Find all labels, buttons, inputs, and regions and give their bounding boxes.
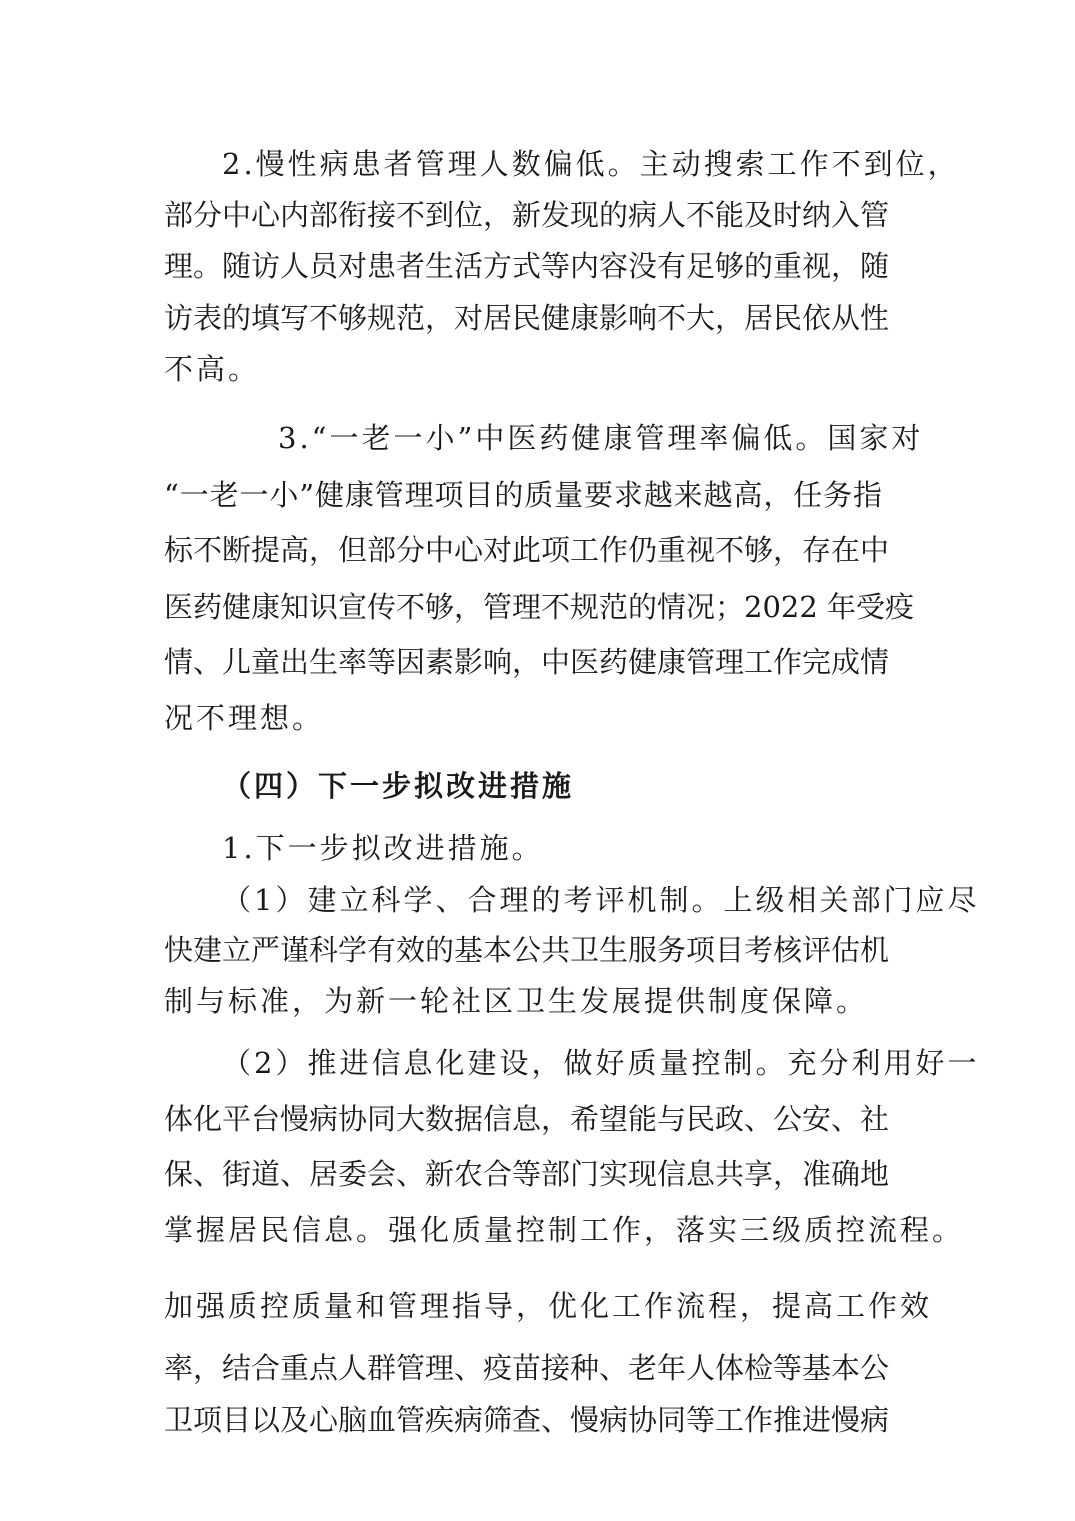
text-line: 理。随访人员对患者生活方式等内容没有足够的重视，随	[164, 249, 890, 283]
text-line: “一老一小”健康管理项目的质量要求越来越高，任务指	[164, 478, 882, 512]
text-line: 1.下一步拟改进措施。	[222, 831, 544, 865]
text-line: 快建立严谨科学有效的基本公共卫生服务项目考核评估机	[164, 933, 890, 967]
text-line: 标不断提高，但部分中心对此项工作仍重视不够，存在中	[164, 533, 890, 567]
text-line: 制与标准，为新一轮社区卫生发展提供制度保障。	[164, 984, 869, 1018]
text-line: 访表的填写不够规范，对居民健康影响不大，居民依从性	[164, 301, 890, 335]
text-line: 不高。	[164, 352, 261, 386]
text-line: 医药健康知识宣传不够，管理不规范的情况；2022 年受疫	[164, 590, 915, 624]
text-line: 部分中心内部衔接不到位，新发现的病人不能及时纳入管	[164, 198, 890, 232]
text-line: 保、街道、居委会、新农合等部门实现信息共享，准确地	[164, 1157, 890, 1191]
text-line: （1）建立科学、合理的考评机制。上级相关部门应尽	[222, 883, 980, 917]
text-line: 况不理想。	[164, 701, 325, 735]
section-heading: （四）下一步拟改进措施	[222, 769, 575, 803]
text-line: 率，结合重点人群管理、疫苗接种、老年人体检等基本公	[164, 1351, 890, 1385]
text-line: 加强质控质量和管理指导，优化工作流程，提高工作效	[164, 1289, 933, 1323]
text-line: 情、儿童出生率等因素影响，中医药健康管理工作完成情	[164, 645, 890, 679]
text-line: 2.慢性病患者管理人数偏低。主动搜索工作不到位，	[222, 147, 960, 181]
text-line: 体化平台慢病协同大数据信息，希望能与民政、公安、社	[164, 1102, 890, 1136]
text-line: 卫项目以及心脑血管疾病筛查、慢病协同等工作推进慢病	[164, 1403, 890, 1437]
text-line: 3.“一老一小”中医药健康管理率偏低。国家对	[278, 421, 924, 455]
text-line: 掌握居民信息。强化质量控制工作，落实三级质控流程。	[164, 1213, 965, 1247]
text-line: （2）推进信息化建设，做好质量控制。充分利用好一	[222, 1046, 980, 1080]
